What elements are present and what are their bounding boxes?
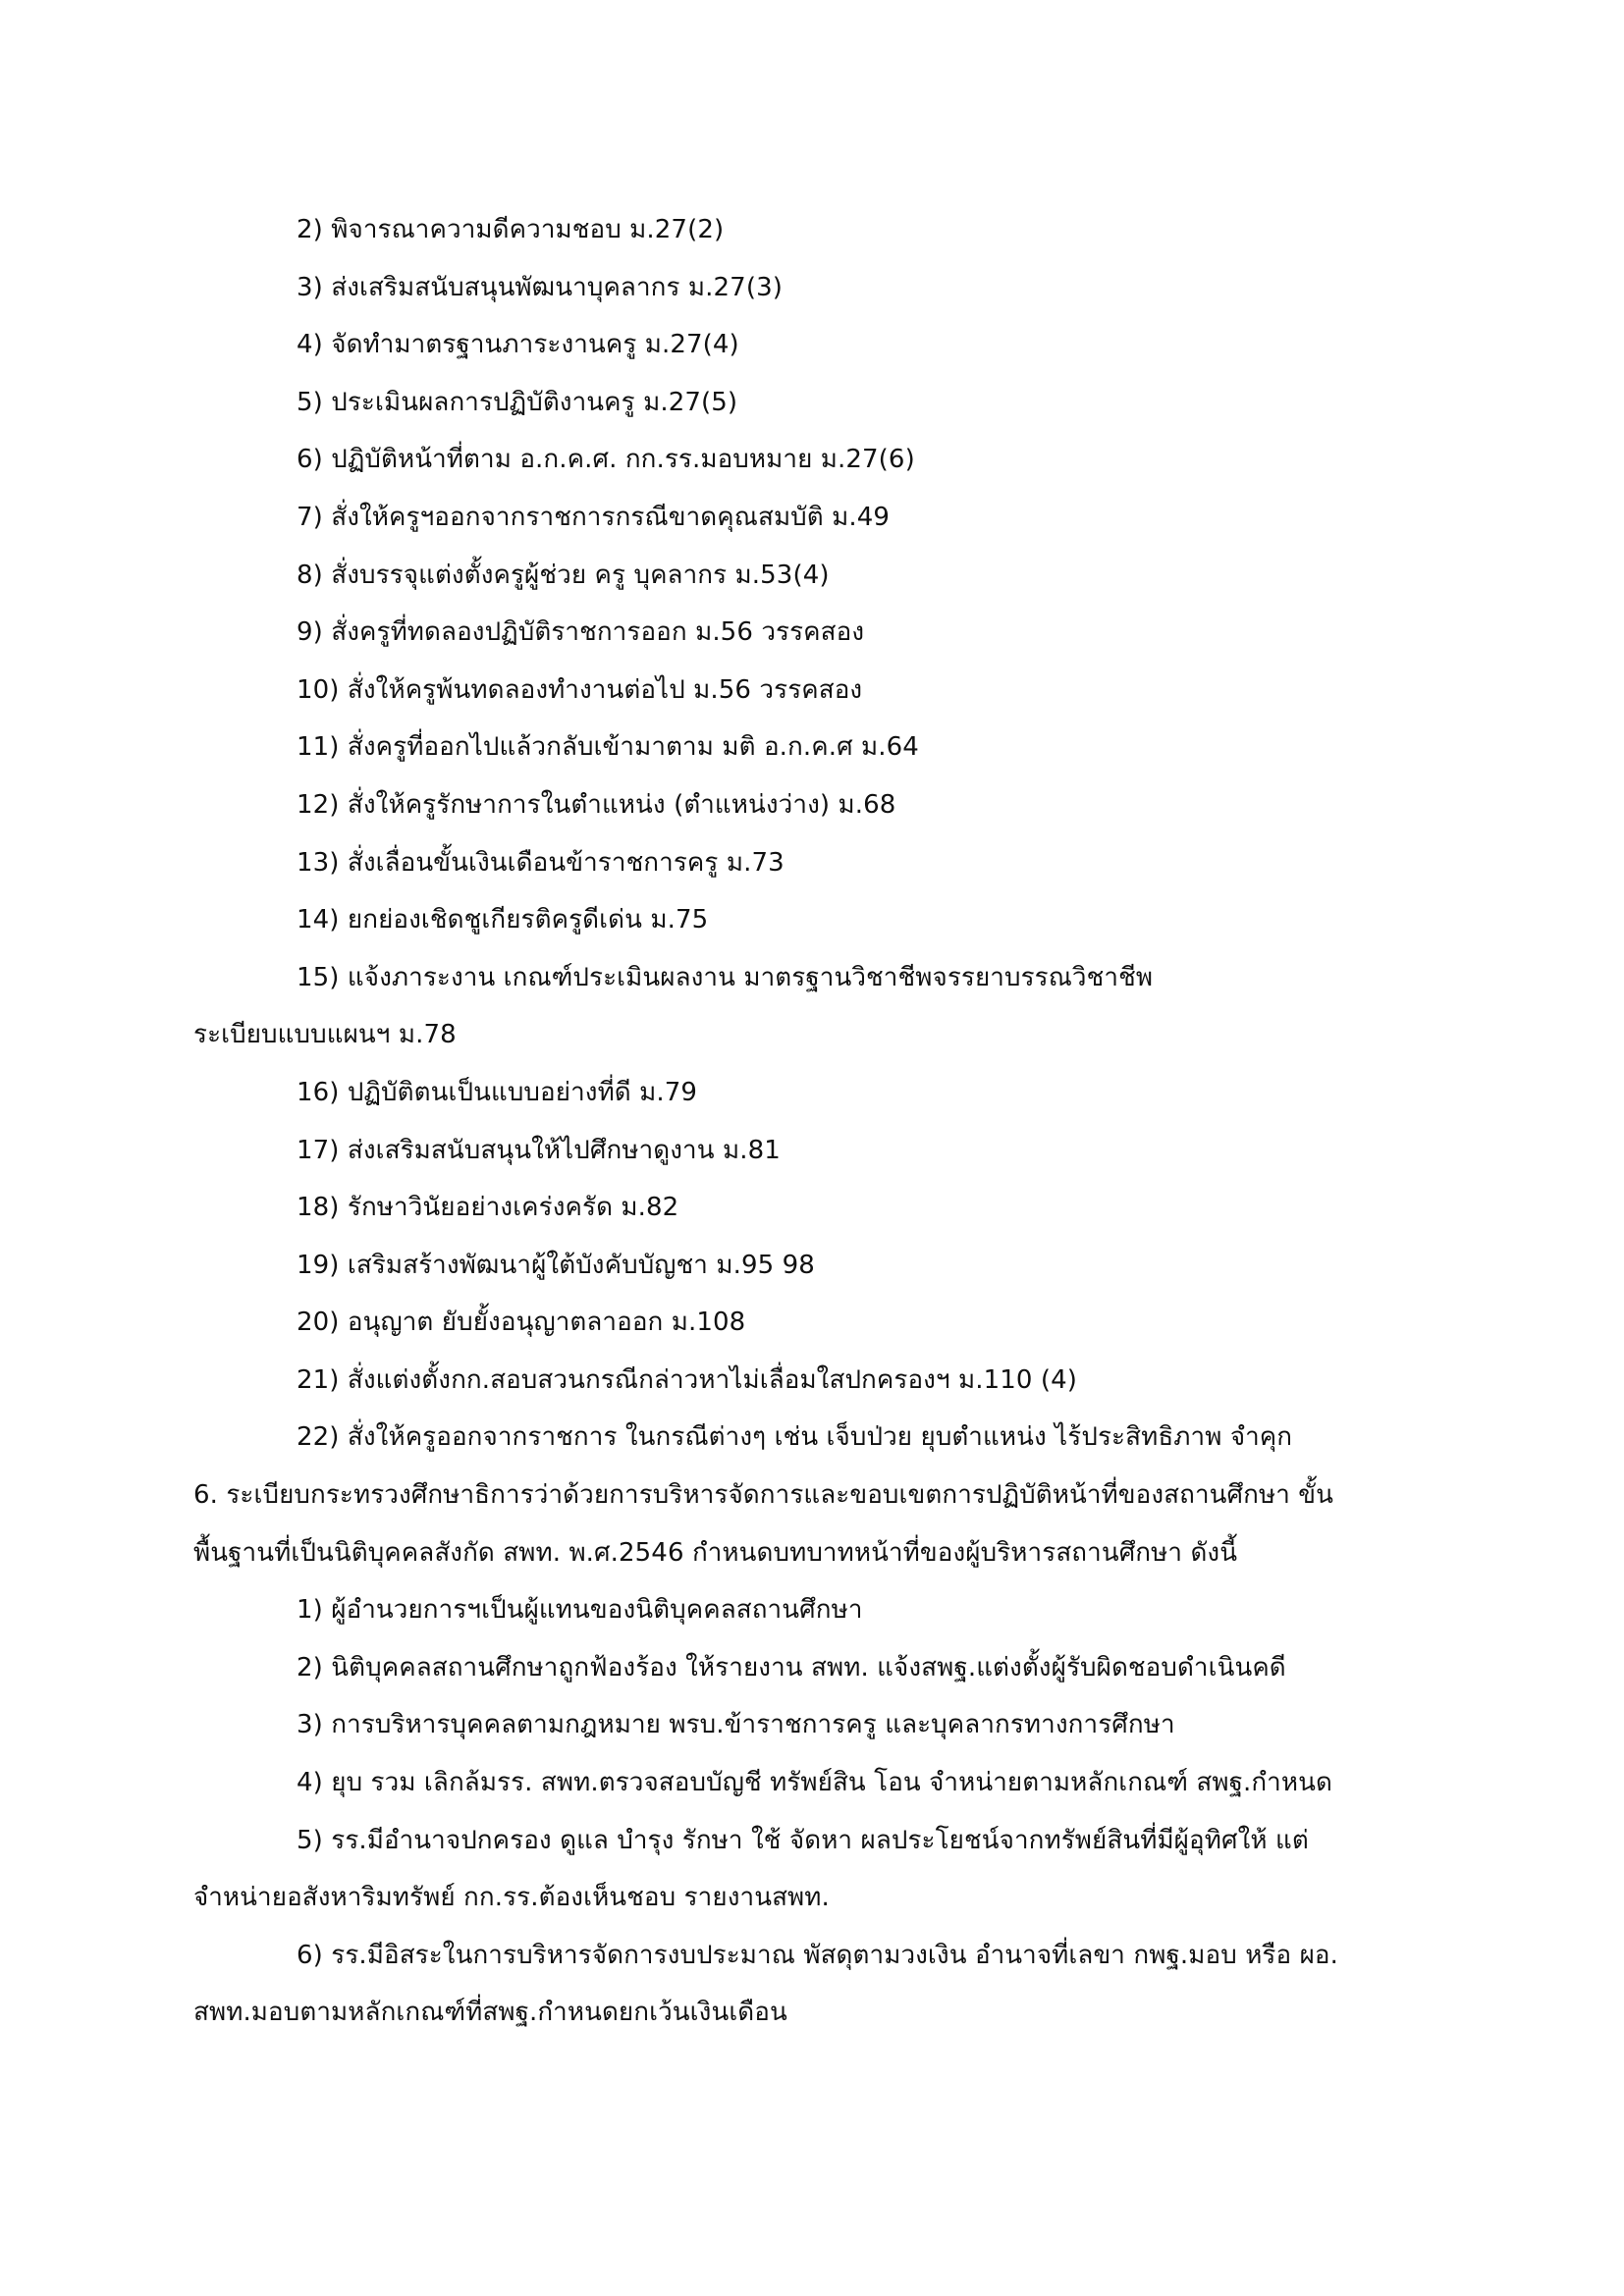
text-line: 14) ยกย่องเชิดชูเกียรติครูดีเด่น ม.75 (297, 905, 709, 935)
text-line: 5) ประเมินผลการปฏิบัติงานครู ม.27(5) (297, 387, 738, 417)
text-line: 7) สั่งให้ครูฯออกจากราชการกรณีขาดคุณสมบัติ ม.49 (297, 502, 891, 532)
text-line: 8) สั่งบรรจุแต่งตั้งครูผู้ช่วย ครู บุคลากร ม.53(4) (297, 560, 830, 590)
text-line: 9) สั่งครูที่ทดลองปฏิบัติราชการออก ม.56 วรรคสอง (297, 617, 865, 648)
text-line: 20) อนุญาต ยับยั้งอนุญาตลาออก ม.108 (297, 1308, 746, 1338)
text-line: 3) ส่งเสริมสนับสนุนพัฒนาบุคลากร ม.27(3) (297, 272, 783, 302)
text-line: 2) พิจารณาความดีความชอบ ม.27(2) (297, 215, 725, 244)
text-line: 2) นิติบุคคลสถานศึกษาถูกฟ้องร้อง ให้รายงาน สพท. แจ้งสพฐ.แต่งตั้งผู้รับผิดชอบดำเนินคดี (297, 1652, 1286, 1682)
text-line: 6) รร.มีอิสระในการบริหารจัดการงบประมาณ พัสดุตามวงเงิน อำนาจที่เลขา กพฐ.มอบ หรือ ผอ. (297, 1940, 1338, 1970)
text-line: 18) รักษาวินัยอย่างเคร่งครัด ม.82 (297, 1193, 679, 1223)
text-line: 4) จัดทำมาตรฐานภาระงานครู ม.27(4) (297, 330, 739, 360)
text-line: สพท.มอบตามหลักเกณฑ์ที่สพฐ.กำหนดยกเว้นเงินเดือน (193, 1998, 787, 2028)
document-body (193, 201, 1411, 2042)
text-line: จำหน่ายอสังหาริมทรัพย์ กก.รร.ต้องเห็นชอบ รายงานสพท. (193, 1883, 830, 1913)
text-line: 15) แจ้งภาระงาน เกณฑ์ประเมินผลงาน มาตรฐานวิชาชีพจรรยาบรรณวิชาชีพ (297, 962, 1154, 992)
text-line: 21) สั่งแต่งตั้งกก.สอบสวนกรณีกล่าวหาไม่เลื่อมใสปกครองฯ ม.110 (4) (297, 1364, 1078, 1395)
text-line: ระเบียบแบบแผนฯ ม.78 (193, 1020, 457, 1050)
text-line: 6. ระเบียบกระทรวงศึกษาธิการว่าด้วยการบริหารจัดการและขอบเขตการปฏิบัติหน้าที่ของสถานศึกษา ขั้น (193, 1480, 1334, 1511)
text-line: พื้นฐานที่เป็นนิติบุคคลสังกัด สพท. พ.ศ.2546 กำหนดบทบาทหน้าที่ของผู้บริหารสถานศึกษา ดังนี้ (193, 1537, 1238, 1568)
text-line: 3) การบริหารบุคคลตามกฎหมาย พรบ.ข้าราชการครู และบุคลากรทางการศึกษา (297, 1710, 1175, 1740)
text-line: 13) สั่งเลื่อนขั้นเงินเดือนข้าราชการครู ม.73 (297, 847, 785, 878)
text-line: 4) ยุบ รวม เลิกล้มรร. สพท.ตรวจสอบบัญชี ทรัพย์สิน โอน จำหน่ายตามหลักเกณฑ์ สพฐ.กำหนด (297, 1768, 1332, 1798)
text-line: 5) รร.มีอำนาจปกครอง ดูแล บำรุง รักษา ใช้ จัดหา ผลประโยชน์จากทรัพย์สินที่มีผู้อุทิศให้ แต่ (297, 1825, 1309, 1855)
text-line: 10) สั่งให้ครูพ้นทดลองทำงานต่อไป ม.56 วรรคสอง (297, 674, 863, 705)
text-line: 16) ปฏิบัติตนเป็นแบบอย่างที่ดี ม.79 (297, 1077, 698, 1107)
text-line: 19) เสริมสร้างพัฒนาผู้ใต้บังคับบัญชา ม.95 98 (297, 1250, 815, 1280)
text-line: 17) ส่งเสริมสนับสนุนให้ไปศึกษาดูงาน ม.81 (297, 1135, 781, 1165)
text-line: 1) ผู้อำนวยการฯเป็นผู้แทนของนิติบุคคลสถานศึกษา (297, 1595, 863, 1626)
text-line: 22) สั่งให้ครูออกจากราชการ ในกรณีต่างๆ เช่น เจ็บป่วย ยุบตำแหน่ง ไร้ประสิทธิภาพ จำคุก (297, 1422, 1293, 1453)
text-line: 12) สั่งให้ครูรักษาการในตำแหน่ง (ตำแหน่งว่าง) ม.68 (297, 789, 896, 820)
text-line: 11) สั่งครูที่ออกไปแล้วกลับเข้ามาตาม มติ อ.ก.ค.ศ ม.64 (297, 732, 919, 763)
text-line: 6) ปฏิบัติหน้าที่ตาม อ.ก.ค.ศ. กก.รร.มอบหมาย ม.27(6) (297, 445, 915, 475)
